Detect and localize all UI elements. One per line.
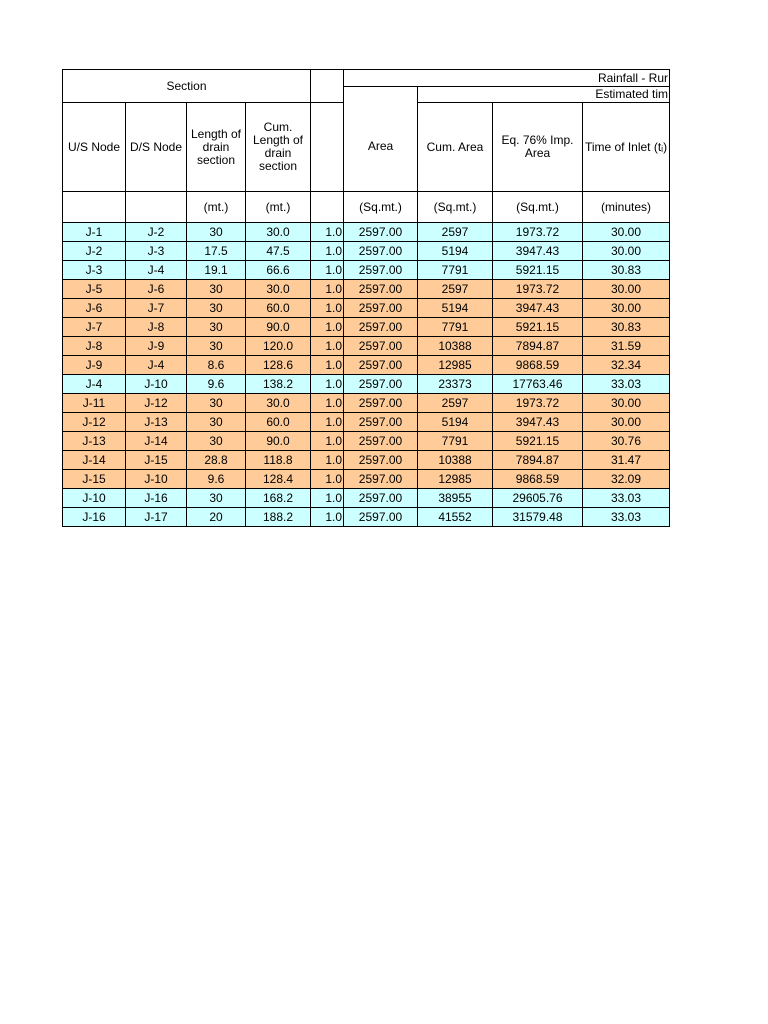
cell-ds-node: J-15 [126, 451, 187, 470]
col-header-eq-area: Eq. 76% Imp. Area [493, 103, 583, 192]
cell-cum-length: 47.5 [246, 242, 311, 261]
table-row [63, 242, 670, 261]
table-row [63, 356, 670, 375]
cell-cum-area: 38955 [418, 489, 493, 508]
cell-us-node: J-2 [63, 242, 126, 261]
cell-eq-area: 31579.48 [493, 508, 583, 527]
unit-time-inlet: (minutes) [583, 192, 670, 223]
cell-length: 30 [187, 280, 246, 299]
table-row [63, 318, 670, 337]
col-header-cum-area: Cum. Area [418, 103, 493, 192]
cell-cum-length: 60.0 [246, 299, 311, 318]
cell-time-inlet: 30.00 [583, 223, 670, 242]
table-row [63, 280, 670, 299]
col-header-coef [311, 103, 344, 192]
unit-coef [311, 192, 344, 223]
estimated-blank-cell [344, 87, 418, 103]
cell-time-inlet: 32.34 [583, 356, 670, 375]
cell-cum-area: 41552 [418, 508, 493, 527]
cell-area: 2597.00 [344, 508, 418, 527]
cell-cum-area: 5194 [418, 299, 493, 318]
cell-eq-area: 1973.72 [493, 394, 583, 413]
cell-cum-area: 5194 [418, 242, 493, 261]
unit-length: (mt.) [187, 192, 246, 223]
unit-eq-area: (Sq.mt.) [493, 192, 583, 223]
cell-area: 2597.00 [344, 242, 418, 261]
cell-us-node: J-15 [63, 470, 126, 489]
cell-cum-area: 10388 [418, 451, 493, 470]
cell-us-node: J-10 [63, 489, 126, 508]
cell-eq-area: 5921.15 [493, 432, 583, 451]
table-row [63, 261, 670, 280]
cell-ds-node: J-4 [126, 356, 187, 375]
rainfall-header: Rainfall - Rur [344, 70, 670, 87]
col-header-area: Area [344, 103, 418, 192]
cell-us-node: J-1 [63, 223, 126, 242]
cell-length: 30 [187, 394, 246, 413]
cell-coef: 1.0 [311, 337, 344, 356]
cell-coef: 1.0 [311, 394, 344, 413]
cell-ds-node: J-17 [126, 508, 187, 527]
cell-cum-length: 90.0 [246, 318, 311, 337]
cell-us-node: J-3 [63, 261, 126, 280]
cell-time-inlet: 30.76 [583, 432, 670, 451]
cell-eq-area: 17763.46 [493, 375, 583, 394]
cell-time-inlet: 31.47 [583, 451, 670, 470]
cell-area: 2597.00 [344, 318, 418, 337]
cell-eq-area: 5921.15 [493, 318, 583, 337]
cell-area: 2597.00 [344, 470, 418, 489]
cell-time-inlet: 30.00 [583, 299, 670, 318]
cell-area: 2597.00 [344, 280, 418, 299]
cell-cum-area: 5194 [418, 413, 493, 432]
cell-area: 2597.00 [344, 299, 418, 318]
col-header-us-node: U/S Node [63, 103, 126, 192]
cell-eq-area: 3947.43 [493, 299, 583, 318]
cell-area: 2597.00 [344, 394, 418, 413]
cell-length: 28.8 [187, 451, 246, 470]
cell-length: 8.6 [187, 356, 246, 375]
cell-coef: 1.0 [311, 375, 344, 394]
cell-coef: 1.0 [311, 451, 344, 470]
cell-ds-node: J-16 [126, 489, 187, 508]
cell-eq-area: 1973.72 [493, 223, 583, 242]
cell-cum-area: 10388 [418, 337, 493, 356]
cell-coef: 1.0 [311, 356, 344, 375]
cell-cum-length: 90.0 [246, 432, 311, 451]
cell-eq-area: 9868.59 [493, 470, 583, 489]
cell-time-inlet: 33.03 [583, 508, 670, 527]
cell-ds-node: J-14 [126, 432, 187, 451]
cell-ds-node: J-7 [126, 299, 187, 318]
cell-coef: 1.0 [311, 318, 344, 337]
cell-eq-area: 7894.87 [493, 337, 583, 356]
cell-us-node: J-16 [63, 508, 126, 527]
cell-eq-area: 5921.15 [493, 261, 583, 280]
cell-cum-length: 188.2 [246, 508, 311, 527]
cell-ds-node: J-10 [126, 470, 187, 489]
drain-runoff-table [62, 69, 670, 527]
col-header-cum-length: Cum. Length of drain section [246, 103, 311, 192]
cell-ds-node: J-10 [126, 375, 187, 394]
cell-cum-length: 66.6 [246, 261, 311, 280]
cell-time-inlet: 30.00 [583, 280, 670, 299]
cell-length: 30 [187, 299, 246, 318]
table-row [63, 394, 670, 413]
cell-eq-area: 1973.72 [493, 280, 583, 299]
cell-area: 2597.00 [344, 413, 418, 432]
cell-cum-length: 30.0 [246, 280, 311, 299]
table-row [63, 375, 670, 394]
cell-cum-area: 2597 [418, 394, 493, 413]
cell-length: 30 [187, 413, 246, 432]
table-row [63, 508, 670, 527]
unit-us-node [63, 192, 126, 223]
cell-cum-area: 23373 [418, 375, 493, 394]
table-row [63, 223, 670, 242]
cell-time-inlet: 30.00 [583, 413, 670, 432]
cell-ds-node: J-12 [126, 394, 187, 413]
cell-area: 2597.00 [344, 223, 418, 242]
cell-cum-length: 128.4 [246, 470, 311, 489]
cell-cum-area: 2597 [418, 280, 493, 299]
cell-us-node: J-11 [63, 394, 126, 413]
table-row [63, 299, 670, 318]
cell-cum-length: 30.0 [246, 223, 311, 242]
cell-cum-length: 138.2 [246, 375, 311, 394]
cell-time-inlet: 30.83 [583, 318, 670, 337]
cell-area: 2597.00 [344, 356, 418, 375]
cell-length: 9.6 [187, 375, 246, 394]
cell-length: 30 [187, 337, 246, 356]
cell-eq-area: 9868.59 [493, 356, 583, 375]
cell-coef: 1.0 [311, 470, 344, 489]
cell-us-node: J-8 [63, 337, 126, 356]
cell-coef: 1.0 [311, 299, 344, 318]
col-header-length: Length of drain section [187, 103, 246, 192]
cell-time-inlet: 30.00 [583, 394, 670, 413]
cell-cum-area: 12985 [418, 470, 493, 489]
cell-cum-length: 60.0 [246, 413, 311, 432]
cell-length: 30 [187, 223, 246, 242]
table-row [63, 451, 670, 470]
cell-ds-node: J-2 [126, 223, 187, 242]
cell-ds-node: J-3 [126, 242, 187, 261]
cell-ds-node: J-8 [126, 318, 187, 337]
cell-eq-area: 3947.43 [493, 242, 583, 261]
cell-time-inlet: 30.00 [583, 242, 670, 261]
cell-length: 20 [187, 508, 246, 527]
unit-cum-area: (Sq.mt.) [418, 192, 493, 223]
cell-us-node: J-4 [63, 375, 126, 394]
cell-cum-length: 120.0 [246, 337, 311, 356]
cell-length: 30 [187, 432, 246, 451]
cell-cum-area: 7791 [418, 318, 493, 337]
cell-cum-length: 128.6 [246, 356, 311, 375]
cell-us-node: J-6 [63, 299, 126, 318]
cell-eq-area: 7894.87 [493, 451, 583, 470]
cell-area: 2597.00 [344, 451, 418, 470]
cell-length: 30 [187, 489, 246, 508]
cell-area: 2597.00 [344, 337, 418, 356]
cell-area: 2597.00 [344, 375, 418, 394]
cell-area: 2597.00 [344, 489, 418, 508]
cell-ds-node: J-9 [126, 337, 187, 356]
cell-time-inlet: 31.59 [583, 337, 670, 356]
table-row [63, 337, 670, 356]
cell-coef: 1.0 [311, 489, 344, 508]
cell-cum-area: 7791 [418, 432, 493, 451]
col-header-ds-node: D/S Node [126, 103, 187, 192]
cell-coef: 1.0 [311, 432, 344, 451]
blank-header-cell [311, 70, 344, 103]
cell-us-node: J-14 [63, 451, 126, 470]
col-header-time-inlet: Time of Inlet (tᵢ) [583, 103, 670, 192]
cell-eq-area: 29605.76 [493, 489, 583, 508]
unit-ds-node [126, 192, 187, 223]
section-header: Section [63, 70, 311, 103]
cell-coef: 1.0 [311, 508, 344, 527]
cell-cum-area: 7791 [418, 261, 493, 280]
cell-cum-length: 30.0 [246, 394, 311, 413]
cell-coef: 1.0 [311, 223, 344, 242]
cell-us-node: J-12 [63, 413, 126, 432]
cell-cum-area: 12985 [418, 356, 493, 375]
cell-coef: 1.0 [311, 242, 344, 261]
cell-ds-node: J-4 [126, 261, 187, 280]
spreadsheet-viewport [62, 69, 670, 537]
cell-length: 9.6 [187, 470, 246, 489]
cell-coef: 1.0 [311, 413, 344, 432]
table-row [63, 413, 670, 432]
cell-coef: 1.0 [311, 280, 344, 299]
table-row [63, 432, 670, 451]
cell-eq-area: 3947.43 [493, 413, 583, 432]
table-row [63, 489, 670, 508]
cell-time-inlet: 30.83 [583, 261, 670, 280]
cell-time-inlet: 32.09 [583, 470, 670, 489]
cell-time-inlet: 33.03 [583, 375, 670, 394]
unit-cum-length: (mt.) [246, 192, 311, 223]
cell-area: 2597.00 [344, 432, 418, 451]
estimated-time-header: Estimated tim [418, 87, 670, 103]
cell-length: 30 [187, 318, 246, 337]
cell-cum-length: 168.2 [246, 489, 311, 508]
cell-cum-area: 2597 [418, 223, 493, 242]
cell-us-node: J-9 [63, 356, 126, 375]
unit-area: (Sq.mt.) [344, 192, 418, 223]
cell-us-node: J-7 [63, 318, 126, 337]
cell-coef: 1.0 [311, 261, 344, 280]
cell-us-node: J-5 [63, 280, 126, 299]
cell-us-node: J-13 [63, 432, 126, 451]
cell-area: 2597.00 [344, 261, 418, 280]
table-row [63, 470, 670, 489]
cell-length: 19.1 [187, 261, 246, 280]
cell-ds-node: J-13 [126, 413, 187, 432]
cell-time-inlet: 33.03 [583, 489, 670, 508]
cell-cum-length: 118.8 [246, 451, 311, 470]
cell-length: 17.5 [187, 242, 246, 261]
cell-ds-node: J-6 [126, 280, 187, 299]
